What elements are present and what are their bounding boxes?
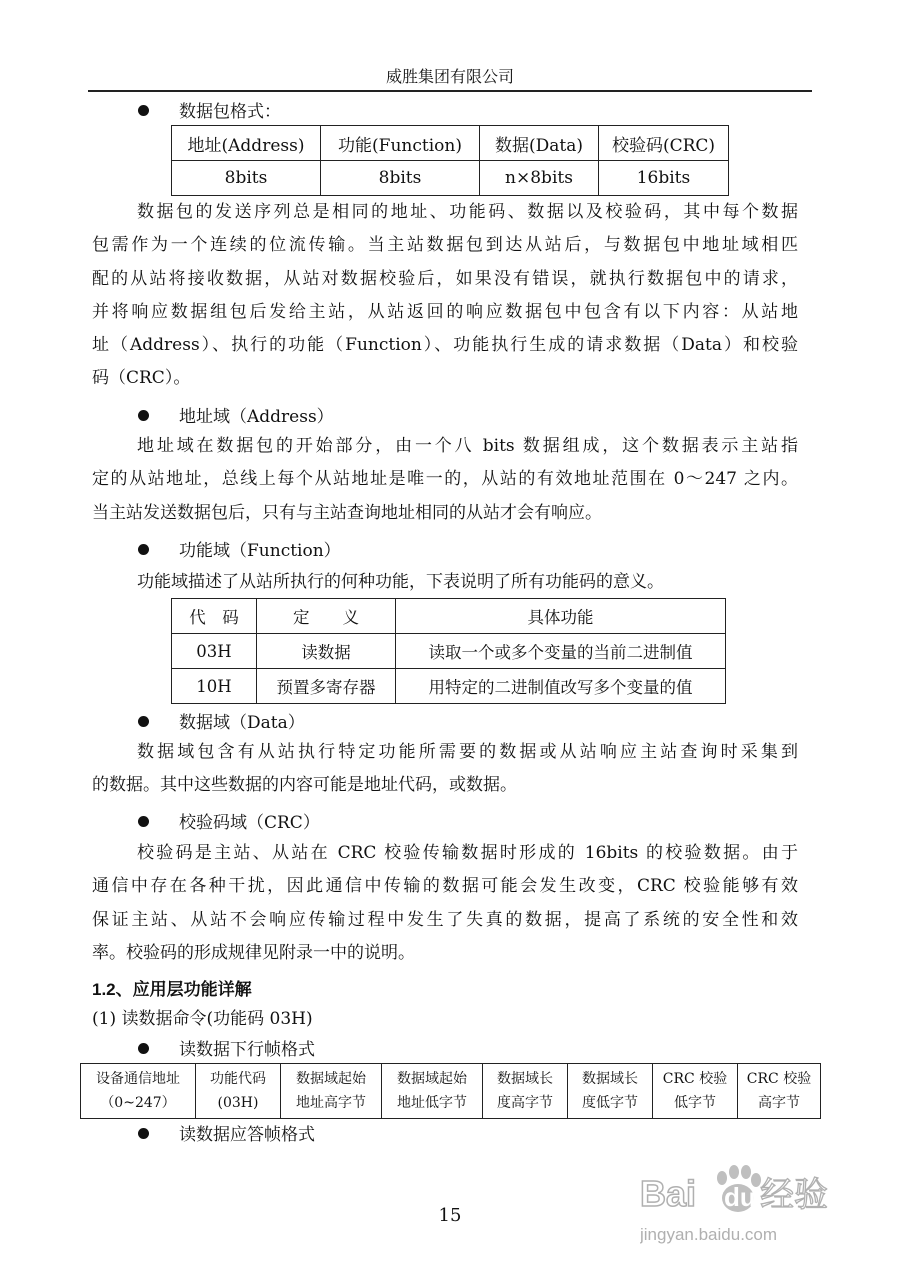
bullet-dot-icon: [138, 105, 149, 116]
text-line: 率。校验码的形成规律见附录一中的说明。: [92, 942, 415, 963]
baidu-jingyan-watermark: [640, 1160, 860, 1260]
packet-format-table: [171, 125, 729, 196]
function-code-table: [171, 598, 726, 704]
table-cell: CRC 校验 高字节: [738, 1064, 821, 1119]
bullet-crc: [138, 808, 320, 833]
table-cell: 10H: [172, 669, 257, 704]
text-line: 通信中存在各种干扰，因此通信中传输的数据可能会发生改变，CRC 校验能够有效: [92, 876, 798, 897]
table-cell: 数据域起始 地址低字节: [382, 1064, 483, 1119]
table-row: [172, 161, 729, 196]
table-cell: 读数据: [257, 634, 396, 669]
text-line: 配的从站将接收数据，从站对数据校验后，如果没有错误，就执行数据包中的请求，: [92, 268, 798, 289]
bullet-label: 地址域（Address）: [179, 407, 334, 427]
text-line: 数据包的发送序列总是相同的地址、功能码、数据以及校验码，其中每个数据: [137, 202, 798, 222]
table-cell: 数据域起始 地址高字节: [281, 1064, 382, 1119]
table-row: [172, 634, 726, 669]
table-cell: 数据(Data): [480, 126, 599, 161]
text-line: 的数据。其中这些数据的内容可能是地址代码，或数据。: [92, 775, 517, 796]
header-divider: [88, 90, 812, 92]
table-cell: 代 码: [172, 599, 257, 634]
table-cell: 功能代码 (03H): [196, 1064, 281, 1119]
bullet-dot-icon: [138, 816, 149, 827]
bullet-read-down-frame: [138, 1035, 315, 1060]
bullet-label: 数据域（Data）: [179, 713, 305, 733]
text-line: 校验码是主站、从站在 CRC 校验传输数据时形成的 16bits 的校验数据。由于: [137, 843, 798, 863]
table-cell: 16bits: [599, 161, 729, 196]
table-cell: 预置多寄存器: [257, 669, 396, 704]
crc-paragraph: [92, 837, 798, 970]
data-field-paragraph: [92, 736, 798, 803]
table-row: [172, 599, 726, 634]
table-cell: 校验码(CRC): [599, 126, 729, 161]
table-row: [172, 669, 726, 704]
table-row: [172, 126, 729, 161]
watermark-brand: Bai: [640, 1173, 697, 1214]
table-cell: 具体功能: [396, 599, 726, 634]
text-line: 定的从站地址，总线上每个从站地址是唯一的，从站的有效地址范围在 0～247 之内。: [92, 469, 798, 490]
intro-paragraph: [92, 196, 798, 396]
bullet-label: 读数据下行帧格式: [179, 1040, 315, 1060]
table-cell: 地址(Address): [172, 126, 321, 161]
watermark-url: jingyan.baidu.com: [640, 1225, 778, 1244]
table-cell: 8bits: [321, 161, 480, 196]
bullet-packet-format: [138, 97, 281, 122]
text-line: 包需作为一个连续的位流传输。当主站数据包到达从站后，与数据包中地址域相匹: [92, 235, 798, 256]
bullet-label: 校验码域（CRC）: [179, 813, 320, 833]
function-intro: 功能域描述了从站所执行的何种功能，下表说明了所有功能码的意义。: [137, 572, 664, 592]
table-cell: 数据域长 度高字节: [483, 1064, 568, 1119]
header-company: 威胜集团有限公司: [385, 67, 514, 86]
address-paragraph: [92, 430, 798, 530]
table-cell: 读取一个或多个变量的当前二进制值: [396, 634, 726, 669]
table-cell: CRC 校验 低字节: [653, 1064, 738, 1119]
text-line: 并将响应数据组包后发给主站，从站返回的响应数据包中包含有以下内容：从站地: [92, 301, 798, 322]
section-heading: 1.2、应用层功能详解: [92, 980, 252, 999]
bullet-function: [138, 536, 341, 561]
read-command-line: (1) 读数据命令(功能码 03H): [92, 1009, 313, 1029]
bullet-data-field: [138, 708, 305, 733]
table-cell: 设备通信地址 （0~247）: [81, 1064, 196, 1119]
table-cell: 8bits: [172, 161, 321, 196]
text-line: 数据域包含有从站执行特定功能所需要的数据或从站响应主站查询时采集到: [137, 742, 798, 762]
text-line: 址（Address）、执行的功能（Function）、功能执行生成的请求数据（Data）和校验: [92, 335, 798, 356]
bullet-dot-icon: [138, 1043, 149, 1054]
bullet-dot-icon: [138, 410, 149, 421]
page-number: 15: [438, 1205, 462, 1226]
bullet-dot-icon: [138, 716, 149, 727]
bullet-dot-icon: [138, 1128, 149, 1139]
bullet-label: 读数据应答帧格式: [179, 1125, 315, 1145]
bullet-dot-icon: [138, 544, 149, 555]
table-cell: 定 义: [257, 599, 396, 634]
bullet-address: [138, 402, 334, 427]
text-line: 码（CRC）。: [92, 368, 191, 389]
table-cell: 用特定的二进制值改写多个变量的值: [396, 669, 726, 704]
watermark-product: 经验: [760, 1175, 828, 1215]
bullet-label: 数据包格式：: [179, 102, 281, 122]
table-cell: 数据域长 度低字节: [568, 1064, 653, 1119]
text-line: 地址域在数据包的开始部分，由一个八 bits 数据组成，这个数据表示主站指: [137, 436, 798, 456]
text-line: 保证主站、从站不会响应传输过程中发生了失真的数据，提高了系统的安全性和效: [92, 909, 798, 930]
bullet-label: 功能域（Function）: [179, 541, 341, 561]
table-cell: 03H: [172, 634, 257, 669]
table-cell: 功能(Function): [321, 126, 480, 161]
table-row: [81, 1064, 821, 1119]
read-down-frame-table: [80, 1063, 821, 1119]
text-line: 当主站发送数据包后，只有与主站查询地址相同的从站才会有响应。: [92, 502, 602, 523]
table-cell: n×8bits: [480, 161, 599, 196]
watermark-brand-2: du: [724, 1182, 756, 1212]
bullet-read-reply-frame: [138, 1120, 315, 1145]
